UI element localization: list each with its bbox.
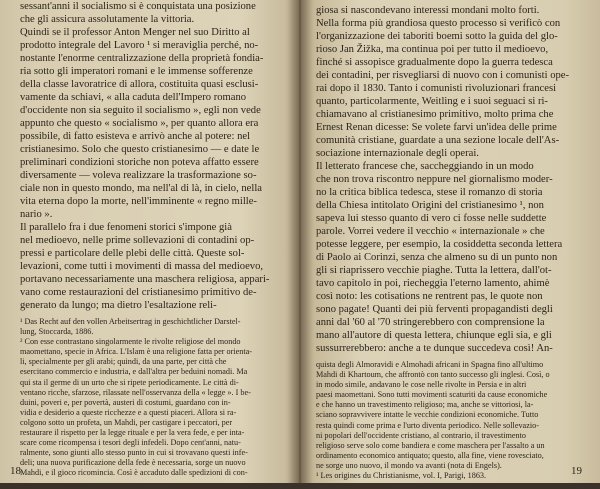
- body-text-line: quanto, particolarmente, Weitling e i suoi seguaci si ri-: [316, 96, 548, 107]
- body-text-line: sono pagate! Quanti dei più ferventi propagandisti degli: [316, 304, 553, 315]
- body-text-line: generato da lungo; ma dietro l'esaltazione reli-: [20, 300, 217, 311]
- footnote-line: li, specialmente per gli arabi; quindi, da una parte, per città che: [20, 357, 227, 367]
- footnote-line: sciano sopravvivere intatte le vecchie condizioni economiche. Tutto: [316, 410, 539, 420]
- body-text-line: potesse leggere, per esempio, la cosiddetta seconda lettera: [316, 239, 563, 250]
- body-text-line: parole. Vorrei vedere il vecchio « internazionale » che: [316, 226, 545, 237]
- footnote-line: ordinamento economico antiquato; questo, alla fine, viene rovesciato,: [316, 450, 544, 460]
- body-text-line: no la critica biblica tedesca, stese il romanzo di storia: [316, 187, 543, 198]
- body-text-line: vano come restaurazioni del cristianesimo primitivo de-: [20, 287, 257, 298]
- body-text-line: della Chiesa intitolato Origini del cristianesimo ¹, non: [316, 200, 544, 211]
- body-text-line: appunto che questo « socialismo », per quanto allora era: [20, 118, 259, 129]
- footnote-line: religioso serve solo come bandiera e come maschera per l'assalto a un: [316, 440, 545, 450]
- body-text-line: ria sotto gli imperatori romani e le immense sofferenze: [20, 66, 253, 77]
- footnote-line: maomettano, specie in Africa. L'Islam è una religione fatta per orienta-: [20, 347, 252, 357]
- footnote-line: paesi maomettani. Sono tutti movimenti scaturiti da cause economiche: [316, 390, 548, 400]
- body-text-line: rai dopo il 1830. Tanto i comunisti rivoluzionari francesi: [316, 83, 557, 94]
- body-text-line: sussurrerebbero: anche a te dunque succedeva così! An-: [316, 343, 553, 354]
- body-text-line: che non trova riscontro neppure nel giornalismo moder-: [316, 174, 553, 185]
- footnote-line: duini, poveri e, per povertà, austeri di costumi, guardano con in-: [20, 397, 231, 407]
- footnote-line: scare come ricompensa i tesori degli infedeli. Dopo cent'anni, natu-: [20, 438, 241, 448]
- footnote-line: colgono sotto un profeta, un Mahdi, per castigare i peccatori, per: [20, 417, 233, 427]
- body-text-line: nostante l'enorme centralizzazione della proprietà fondia-: [20, 53, 264, 64]
- body-text-line: cristianesimo. Solo che questo cristianesimo — e date le: [20, 144, 260, 155]
- footnote-line: ventano ricche, sfarzose, rilassate nell'osservanza della « legge ». I be-: [20, 387, 251, 397]
- body-text-line: Quindi se il professor Anton Menger nel suo Diritto al: [20, 27, 250, 38]
- body-text-line: gli si riaprissero vecchie piaghe. Tutta la lettera, dall'ot-: [316, 265, 552, 276]
- body-text-line: così noto: les cotisations ne rentrent pas, le quote non: [316, 291, 543, 302]
- body-text-line: rioso Jan Žižka, ma continua poi per tutto il medioevo,: [316, 44, 549, 55]
- body-text-line: ciale non in questo mondo, ma nell'al di là, in cielo, nella: [20, 183, 262, 194]
- body-text-line: prodotto integrale del Lavoro ¹ si meraviglia perché, no-: [20, 40, 259, 51]
- right-page-text: [316, 4, 584, 481]
- body-text-line: Il letterato francese che, saccheggiando in un modo: [316, 161, 534, 172]
- footnote-line: Mahdi, e il gioco ricomincia. Così è accaduto dalle spedizioni di con-: [20, 468, 248, 478]
- body-text-line: comunità cristiane, guardate a una sezione locale dell'As-: [316, 135, 560, 146]
- footnote-line: vidia e desiderio a queste ricchezze e a questi piaceri. Allora si ra-: [20, 407, 237, 417]
- footnote-line: Mahdi di Khartoum, che affrontò con tanto successo gli inglesi. Così, o: [316, 370, 550, 380]
- body-text-line: portavano necessariamente una maschera religiosa, appari-: [20, 274, 270, 285]
- footnote-line: in modo simile, andavano le cose nelle rivolte in Persia e in altri: [316, 380, 527, 390]
- footnote-line: ne sorge uno nuovo, il mondo va avanti (nota di Engels).: [316, 460, 502, 470]
- body-text-line: diversamente — voleva realizzare la trasformazione so-: [20, 170, 257, 181]
- body-text-line: pressi e particolare delle plebi delle città. Queste sol-: [20, 248, 245, 259]
- body-text-line: giosa si nascondevano interessi mondani molto forti.: [316, 5, 540, 16]
- body-text-line: mano all'autore di questa lettera, chiunque egli sia, e gli: [316, 330, 552, 341]
- body-text-line: tavo capitolo in poi, riecheggia l'eterno lamento, ahimè: [316, 278, 550, 289]
- footnote-line: qui sta il germe di un urto che si ripete periodicamente. Le città di-: [20, 377, 239, 387]
- footnote-line: resta quindi come prima e l'urto diventa periodico. Nelle sollevazio-: [316, 420, 539, 430]
- footnote-line: lung, Stoccarda, 1886.: [20, 327, 94, 337]
- right-page-number: 19: [571, 465, 582, 477]
- body-text-line: sessant'anni il socialismo si è conquistata una posizione: [20, 1, 256, 12]
- body-text-line: d'occidente non sia seguito il socialismo », egli non vede: [20, 105, 261, 116]
- body-text-line: finché si assopisce gradualmente dopo la guerra tedesca: [316, 57, 553, 68]
- body-text-line: dei contadini, per risvegliarsi di nuovo con i comunisti ope-: [316, 70, 570, 81]
- footnote-line: ralmente, sono giunti allo stesso punto in cui si trovavano questi infe-: [20, 448, 248, 458]
- body-text-line: preliminari condizioni storiche non poteva affatto essere: [20, 157, 259, 168]
- body-text-line: vita eterna dopo la morte, nell'imminente « regno mille-: [20, 196, 257, 207]
- footnote-line: esercitano commercio e industria, e dall'altra per beduini nomadi. Ma: [20, 367, 248, 377]
- left-page-number: 18: [10, 465, 21, 477]
- footnote-line: restaurare il rispetto per la legge rituale e per la vera fede, e per inta-: [20, 428, 245, 438]
- left-page-text: [20, 0, 270, 479]
- left-page: [0, 0, 296, 489]
- footnote-line: ¹ Das Recht auf den vollen Arbeitsertrag in geschichtlicher Darstel-: [20, 317, 241, 326]
- body-text-line: di Paolo ai Corinzi, senza che almeno su di un punto non: [316, 252, 558, 263]
- body-text-line: Ernest Renan dicesse: Se volete farvi un'idea delle prime: [316, 122, 557, 133]
- footnote-line: quista degli Almoravidi e Almohadi africani in Spagna fino all'ultimo: [316, 360, 544, 369]
- body-text-line: chiamavano al cristianesimo primitivo, molto prima che: [316, 109, 554, 120]
- footnote-line: ² Con esse contrastano singolarmente le rivolte religiose del mondo: [20, 337, 241, 347]
- body-text-line: levazioni, come tutti i movimenti di massa del medioevo,: [20, 261, 264, 272]
- body-text-line: vamente da schiavi, « alla caduta dell'Impero romano: [20, 92, 247, 103]
- body-text-line: sociazione internazionale degli operai.: [316, 148, 479, 159]
- body-text-line: Nella forma più grandiosa questo processo si verificò con: [316, 18, 561, 29]
- page-bottom-edge: [0, 483, 600, 489]
- right-page: [304, 0, 600, 489]
- body-text-line: possibile, di fatto esisteva e arrivò anche al potere: nel: [20, 131, 251, 142]
- body-text-line: Il parallelo fra i due fenomeni storici s'impone già: [20, 222, 232, 233]
- body-text-line: nario ».: [20, 209, 53, 220]
- footnote-line: e che hanno un travestimento religioso; ma, anche se vittoriosi, la-: [316, 400, 534, 410]
- footnote-line: ¹ Les origines du Christianisme, vol. I, Parigi, 1863.: [316, 471, 487, 481]
- body-text-line: anni dal '60 al '70 stringerebbero con comprensione la: [316, 317, 545, 328]
- body-text-line: della classe lavoratrice di allora, costituita quasi esclusi-: [20, 79, 259, 90]
- body-text-line: nel medioevo, nelle prime sollevazioni di contadini op-: [20, 235, 255, 246]
- footnote-line: ni popolari dell'occidente cristiano, al contrario, il travestimento: [316, 430, 526, 440]
- body-text-line: l'organizzazione dei taboriti boemi sotto la guida del glo-: [316, 31, 558, 42]
- body-text-line: che gli assicura assolutamente la vittoria.: [20, 14, 195, 25]
- footnote-line: deli; una nuova purificazione della fede è necessaria, sorge un nuovo: [20, 458, 246, 468]
- body-text-line: sapeva lui stesso quanto di vero ci fosse nelle suddette: [316, 213, 547, 224]
